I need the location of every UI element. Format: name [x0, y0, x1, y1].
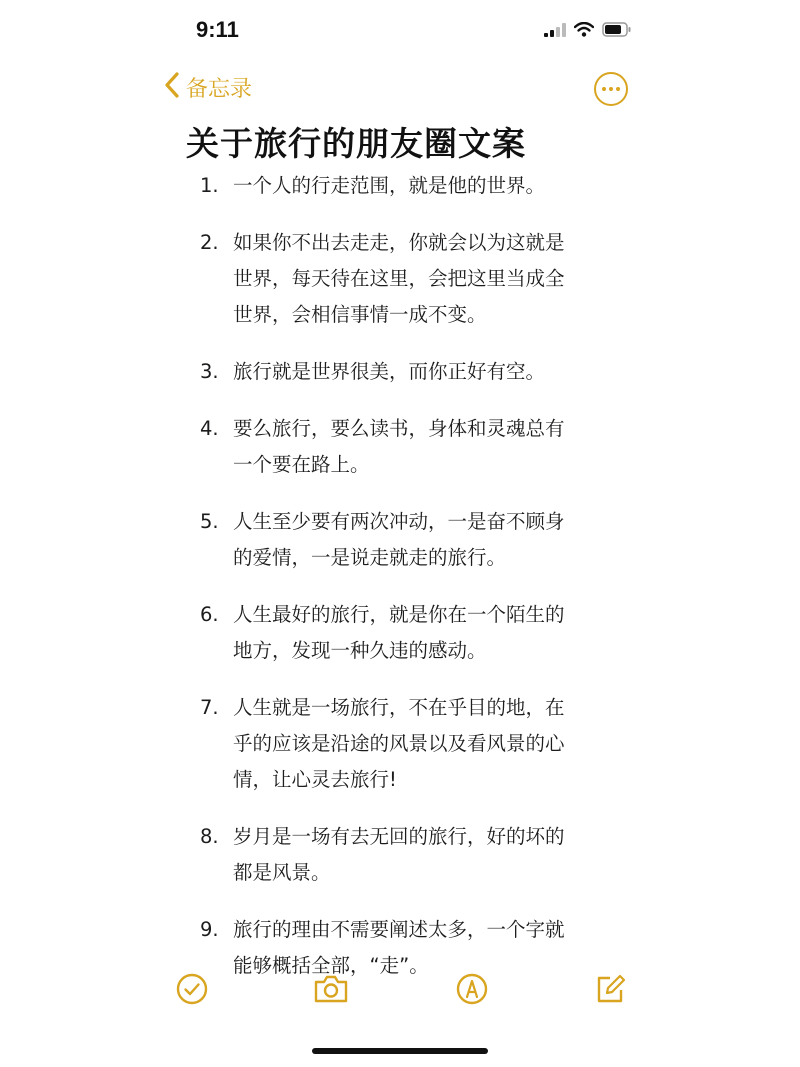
paragraph-gap — [200, 390, 630, 411]
list-item-line: 世界，会相信事情一成不变。 — [233, 303, 487, 326]
list-item-line: 世界，每天待在这里，会把这里当成全 — [233, 267, 565, 290]
paragraph-gap — [200, 891, 630, 912]
note-title: 关于旅行的朋友圈文案 — [186, 124, 526, 163]
battery-icon — [602, 22, 632, 41]
list-item-number: 6. — [200, 603, 219, 626]
list-item-number: 3. — [200, 360, 219, 383]
camera-button[interactable] — [312, 972, 350, 1006]
chevron-left-icon — [164, 72, 180, 102]
back-button-label: 备忘录 — [186, 76, 253, 102]
cellular-signal-icon — [544, 22, 566, 41]
list-item-number: 9. — [200, 918, 219, 941]
list-item-line: 一个要在路上。 — [233, 453, 370, 476]
list-item-line: 人生最好的旅行，就是你在一个陌生的 — [233, 603, 565, 626]
status-icons — [544, 22, 632, 41]
paragraph-gap — [200, 669, 630, 690]
list-item-number: 2. — [200, 231, 219, 254]
list-item-number: 7. — [200, 696, 219, 719]
list-item-line: 人生就是一场旅行，不在乎目的地，在 — [233, 696, 565, 719]
checklist-icon — [175, 991, 209, 1010]
more-options-button[interactable] — [594, 72, 628, 106]
list-item-line: 旅行就是世界很美，而你正好有空。 — [233, 360, 546, 383]
status-bar — [0, 0, 800, 60]
list-item — [200, 354, 630, 390]
compose-button[interactable] — [593, 972, 627, 1006]
list-item-number: 1. — [200, 174, 219, 197]
paragraph-gap — [200, 798, 630, 819]
list-item-line: 的爱情，一是说走就走的旅行。 — [233, 546, 507, 569]
markup-icon — [455, 991, 489, 1010]
list-item — [200, 411, 630, 483]
bottom-toolbar — [0, 972, 800, 1022]
paragraph-gap — [200, 333, 630, 354]
compose-icon — [593, 991, 627, 1010]
list-item-number: 8. — [200, 825, 219, 848]
note-list — [200, 168, 630, 984]
list-item-line: 能够概括全部，“走”。 — [233, 954, 429, 977]
list-item-line: 如果你不出去走走，你就会以为这就是 — [233, 231, 565, 254]
status-time: 9:11 — [196, 17, 239, 42]
markup-button[interactable] — [455, 972, 489, 1006]
wifi-icon — [574, 22, 594, 41]
checklist-button[interactable] — [175, 972, 209, 1006]
list-item-line: 人生至少要有两次冲动，一是奋不顾身 — [233, 510, 565, 533]
list-item — [200, 690, 630, 798]
list-item-line: 情，让心灵去旅行! — [233, 768, 397, 791]
list-item-line: 旅行的理由不需要阐述太多，一个字就 — [233, 918, 565, 941]
home-indicator — [312, 1048, 488, 1054]
list-item-number: 4. — [200, 417, 219, 440]
ellipsis-dot — [609, 87, 613, 91]
paragraph-gap — [200, 576, 630, 597]
list-item — [200, 819, 630, 891]
paragraph-gap — [200, 204, 630, 225]
list-item — [200, 597, 630, 669]
back-button[interactable] — [164, 70, 252, 104]
list-item — [200, 225, 630, 333]
ellipsis-icon — [602, 87, 606, 91]
list-item-line: 一个人的行走范围，就是他的世界。 — [233, 174, 546, 197]
list-item-line: 乎的应该是沿途的风景以及看风景的心 — [233, 732, 565, 755]
paragraph-gap — [200, 483, 630, 504]
list-item — [200, 504, 630, 576]
list-item-number: 5. — [200, 510, 219, 533]
ellipsis-dot — [616, 87, 620, 91]
list-item-line: 要么旅行，要么读书，身体和灵魂总有 — [233, 417, 565, 440]
list-item — [200, 168, 630, 204]
camera-icon — [312, 991, 350, 1010]
list-item-line: 岁月是一场有去无回的旅行，好的坏的 — [233, 825, 565, 848]
list-item-line: 地方，发现一种久违的感动。 — [233, 639, 487, 662]
list-item-line: 都是风景。 — [233, 861, 331, 884]
